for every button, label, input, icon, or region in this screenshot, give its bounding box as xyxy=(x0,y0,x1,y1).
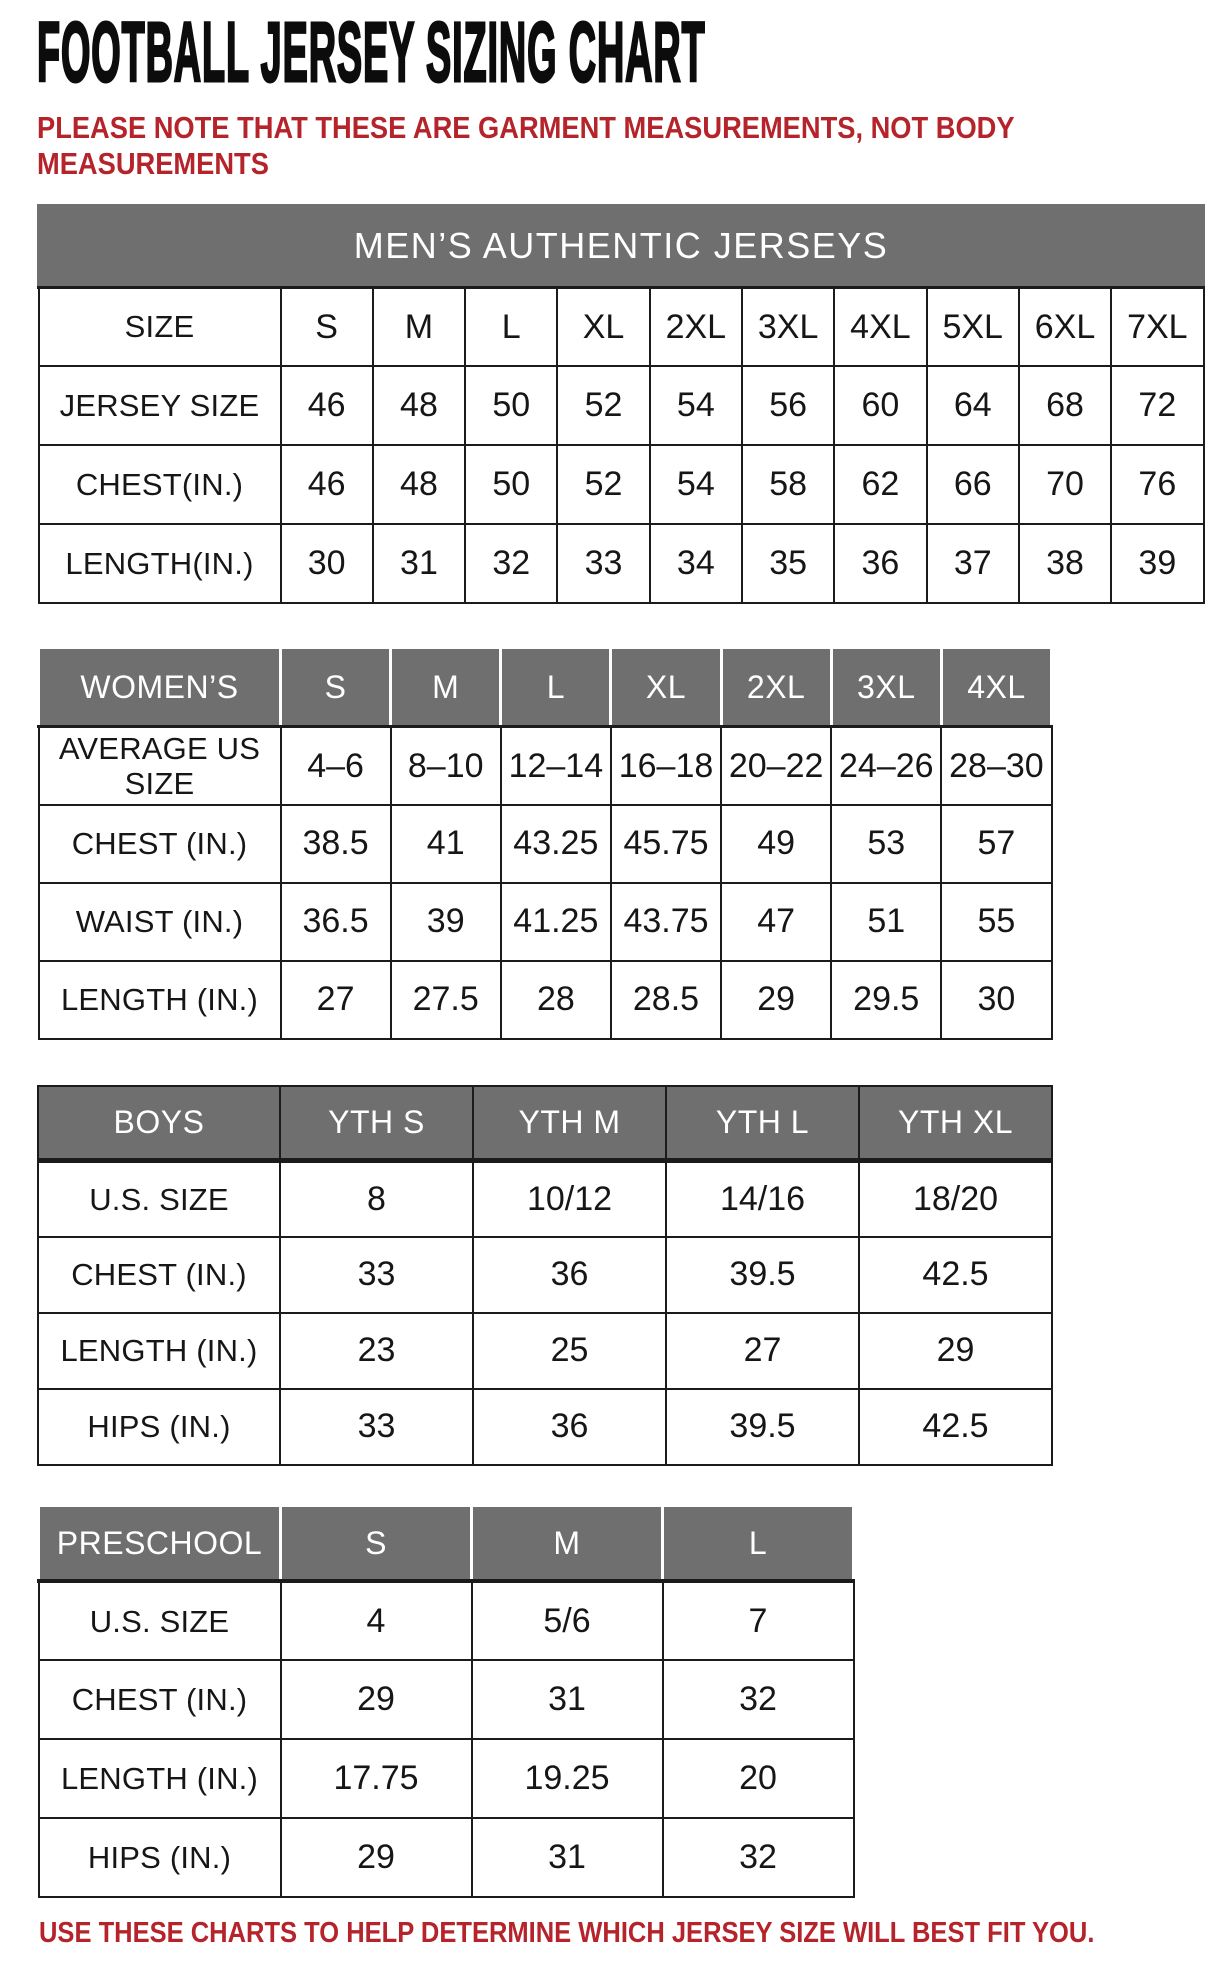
cell-value: 41.25 xyxy=(501,883,611,961)
table-row xyxy=(38,1389,1052,1465)
cell-value: 62 xyxy=(834,445,926,524)
cell-value: 38 xyxy=(1019,524,1111,603)
cell-value: 30 xyxy=(941,961,1051,1039)
cell-value: 7XL xyxy=(1111,287,1203,366)
table-row xyxy=(39,1581,854,1660)
cell-value: 42.5 xyxy=(859,1389,1052,1465)
cell-value: 43.25 xyxy=(501,805,611,883)
banner-row xyxy=(39,205,1204,287)
cell-value: 51 xyxy=(831,883,941,961)
cell-value: 60 xyxy=(834,366,926,445)
table-row xyxy=(39,287,1204,366)
cell-value: 36 xyxy=(834,524,926,603)
garment-measurements-note: PLEASE NOTE THAT THESE ARE GARMENT MEASUREMENTS, NOT BODY MEASUREMENTS xyxy=(37,110,1015,181)
cell-value: 31 xyxy=(472,1660,663,1739)
cell-value: 68 xyxy=(1019,366,1111,445)
cell-value: 46 xyxy=(281,366,373,445)
column-header: YTH M xyxy=(473,1086,666,1161)
cell-value: 46 xyxy=(281,445,373,524)
cell-value: 8 xyxy=(280,1161,473,1237)
cell-value: 64 xyxy=(927,366,1019,445)
cell-value: 29 xyxy=(859,1313,1052,1389)
cell-value: M xyxy=(373,287,465,366)
cell-value: 43.75 xyxy=(611,883,721,961)
row-label: CHEST (IN.) xyxy=(38,1237,280,1313)
cell-value: 49 xyxy=(721,805,831,883)
cell-value: 55 xyxy=(941,883,1051,961)
cell-value: 10/12 xyxy=(473,1161,666,1237)
cell-value: 47 xyxy=(721,883,831,961)
table-row xyxy=(38,1313,1052,1389)
table-row xyxy=(39,883,1052,961)
column-header: YTH XL xyxy=(859,1086,1052,1161)
table-row xyxy=(39,1739,854,1818)
cell-value: S xyxy=(281,287,373,366)
column-header: M xyxy=(391,648,501,727)
cell-value: 25 xyxy=(473,1313,666,1389)
cell-value: L xyxy=(465,287,557,366)
cell-value: 50 xyxy=(465,445,557,524)
cell-value: 42.5 xyxy=(859,1237,1052,1313)
row-label: SIZE xyxy=(39,287,281,366)
cell-value: 48 xyxy=(373,366,465,445)
column-header: 2XL xyxy=(721,648,831,727)
table-row xyxy=(39,445,1204,524)
womens-sizing-table xyxy=(37,646,1053,1040)
cell-value: 41 xyxy=(391,805,501,883)
cell-value: 38.5 xyxy=(281,805,391,883)
cell-value: 57 xyxy=(941,805,1051,883)
row-label: U.S. SIZE xyxy=(38,1161,280,1237)
cell-value: 20–22 xyxy=(721,727,831,805)
cell-value: 34 xyxy=(650,524,742,603)
cell-value: 31 xyxy=(472,1818,663,1897)
cell-value: 17.75 xyxy=(281,1739,472,1818)
header-row xyxy=(39,1505,854,1581)
cell-value: 18/20 xyxy=(859,1161,1052,1237)
cell-value: 2XL xyxy=(650,287,742,366)
cell-value: 70 xyxy=(1019,445,1111,524)
row-label: LENGTH (IN.) xyxy=(38,1313,280,1389)
cell-value: 8–10 xyxy=(391,727,501,805)
cell-value: 16–18 xyxy=(611,727,721,805)
row-label: AVERAGE US SIZE xyxy=(39,727,281,805)
row-label: U.S. SIZE xyxy=(39,1581,281,1660)
cell-value: 5/6 xyxy=(472,1581,663,1660)
cell-value: XL xyxy=(557,287,649,366)
column-header: 4XL xyxy=(941,648,1051,727)
table-row xyxy=(39,727,1052,805)
cell-value: 56 xyxy=(742,366,834,445)
cell-value: 33 xyxy=(280,1237,473,1313)
cell-value: 28 xyxy=(501,961,611,1039)
table-title-cell: WOMEN’S xyxy=(39,648,281,727)
cell-value: 23 xyxy=(280,1313,473,1389)
cell-value: 50 xyxy=(465,366,557,445)
column-header: XL xyxy=(611,648,721,727)
row-label: LENGTH (IN.) xyxy=(39,1739,281,1818)
cell-value: 35 xyxy=(742,524,834,603)
cell-value: 32 xyxy=(465,524,557,603)
mens-authentic-jerseys-table xyxy=(37,204,1205,605)
cell-value: 39.5 xyxy=(666,1237,859,1313)
cell-value: 6XL xyxy=(1019,287,1111,366)
cell-value: 29 xyxy=(281,1660,472,1739)
cell-value: 12–14 xyxy=(501,727,611,805)
column-header: M xyxy=(472,1505,663,1581)
cell-value: 7 xyxy=(663,1581,854,1660)
table-row xyxy=(39,1818,854,1897)
table-row xyxy=(39,524,1204,603)
cell-value: 20 xyxy=(663,1739,854,1818)
cell-value: 19.25 xyxy=(472,1739,663,1818)
column-header: L xyxy=(501,648,611,727)
table-banner: MEN’S AUTHENTIC JERSEYS xyxy=(39,205,1204,287)
footer-text: USE THESE CHARTS TO HELP DETERMINE WHICH JERSEY SIZE WILL BEST FIT YOU. xyxy=(39,1917,1095,1950)
cell-value: 54 xyxy=(650,445,742,524)
cell-value: 27.5 xyxy=(391,961,501,1039)
row-label: CHEST(IN.) xyxy=(39,445,281,524)
table-title-cell: BOYS xyxy=(38,1086,280,1161)
cell-value: 4–6 xyxy=(281,727,391,805)
table-row xyxy=(38,1161,1052,1237)
cell-value: 52 xyxy=(557,445,649,524)
cell-value: 27 xyxy=(666,1313,859,1389)
cell-value: 31 xyxy=(373,524,465,603)
column-header: 3XL xyxy=(831,648,941,727)
row-label: LENGTH(IN.) xyxy=(39,524,281,603)
cell-value: 54 xyxy=(650,366,742,445)
row-label: HIPS (IN.) xyxy=(38,1389,280,1465)
row-label: LENGTH (IN.) xyxy=(39,961,281,1039)
column-header: S xyxy=(281,648,391,727)
column-header: YTH S xyxy=(280,1086,473,1161)
table-row xyxy=(39,1660,854,1739)
cell-value: 4XL xyxy=(834,287,926,366)
cell-value: 66 xyxy=(927,445,1019,524)
cell-value: 72 xyxy=(1111,366,1203,445)
cell-value: 36.5 xyxy=(281,883,391,961)
cell-value: 36 xyxy=(473,1389,666,1465)
table-row xyxy=(39,805,1052,883)
row-label: CHEST (IN.) xyxy=(39,805,281,883)
column-header: L xyxy=(663,1505,854,1581)
cell-value: 39 xyxy=(391,883,501,961)
cell-value: 30 xyxy=(281,524,373,603)
cell-value: 5XL xyxy=(927,287,1019,366)
cell-value: 37 xyxy=(927,524,1019,603)
cell-value: 53 xyxy=(831,805,941,883)
row-label: JERSEY SIZE xyxy=(39,366,281,445)
cell-value: 3XL xyxy=(742,287,834,366)
cell-value: 28–30 xyxy=(941,727,1051,805)
cell-value: 4 xyxy=(281,1581,472,1660)
boys-sizing-table xyxy=(37,1085,1053,1466)
cell-value: 32 xyxy=(663,1818,854,1897)
row-label: CHEST (IN.) xyxy=(39,1660,281,1739)
table-title-cell: PRESCHOOL xyxy=(39,1505,281,1581)
cell-value: 33 xyxy=(557,524,649,603)
cell-value: 32 xyxy=(663,1660,854,1739)
cell-value: 36 xyxy=(473,1237,666,1313)
cell-value: 24–26 xyxy=(831,727,941,805)
cell-value: 39 xyxy=(1111,524,1203,603)
preschool-sizing-table xyxy=(37,1504,855,1899)
cell-value: 52 xyxy=(557,366,649,445)
cell-value: 29 xyxy=(281,1818,472,1897)
cell-value: 76 xyxy=(1111,445,1203,524)
row-label: HIPS (IN.) xyxy=(39,1818,281,1897)
cell-value: 29 xyxy=(721,961,831,1039)
cell-value: 14/16 xyxy=(666,1161,859,1237)
cell-value: 48 xyxy=(373,445,465,524)
column-header: S xyxy=(281,1505,472,1581)
cell-value: 45.75 xyxy=(611,805,721,883)
table-row xyxy=(39,366,1204,445)
cell-value: 29.5 xyxy=(831,961,941,1039)
page-title: FOOTBALL JERSEY SIZING CHART xyxy=(37,5,706,99)
header-row xyxy=(39,648,1052,727)
header-row xyxy=(38,1086,1052,1161)
table-row xyxy=(39,961,1052,1039)
cell-value: 58 xyxy=(742,445,834,524)
column-header: YTH L xyxy=(666,1086,859,1161)
cell-value: 33 xyxy=(280,1389,473,1465)
cell-value: 39.5 xyxy=(666,1389,859,1465)
table-row xyxy=(38,1237,1052,1313)
row-label: WAIST (IN.) xyxy=(39,883,281,961)
cell-value: 28.5 xyxy=(611,961,721,1039)
cell-value: 27 xyxy=(281,961,391,1039)
